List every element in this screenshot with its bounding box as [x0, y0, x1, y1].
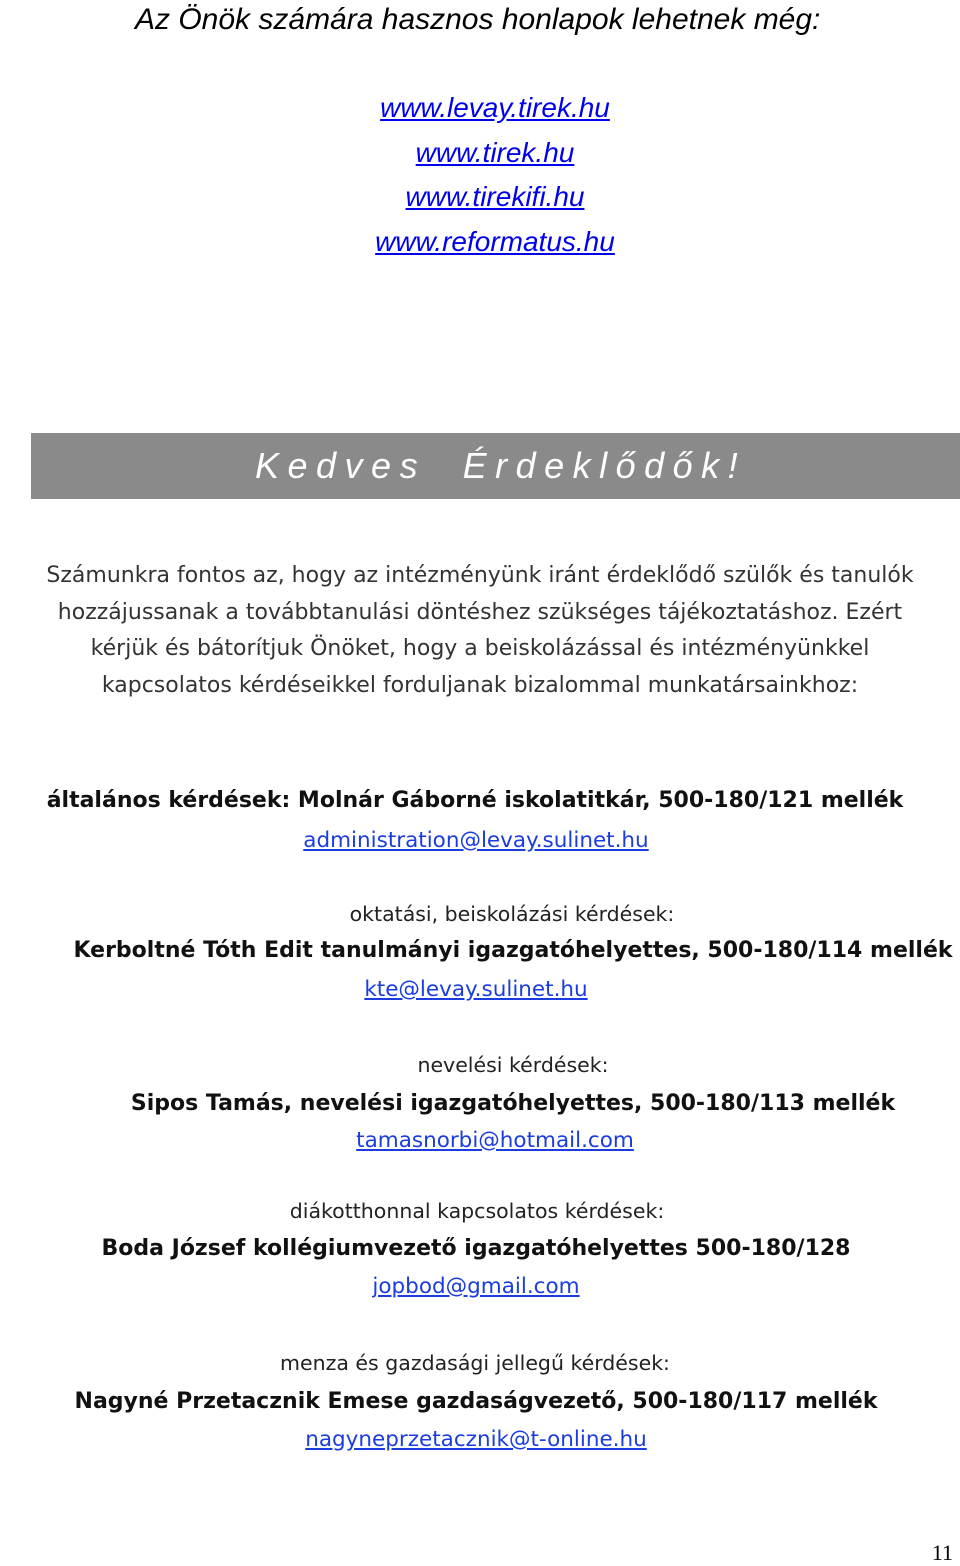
link-tirek[interactable]: www.tirek.hu	[415, 136, 575, 168]
contact-finance-person: Nagyné Przetacznik Emese gazdaságvezető, 500-180/117 mellék	[74, 1389, 878, 1414]
link-tirekifi[interactable]: www.tirekifi.hu	[405, 181, 585, 212]
contact-general-email-row	[0, 828, 956, 853]
banner-title: Kedves Érdeklődők!	[255, 445, 747, 486]
link-levay-tirek[interactable]: www.levay.tirek.hu	[380, 92, 610, 123]
contact-dormitory-email-row	[0, 1274, 956, 1299]
contact-upbringing-topic: nevelési kérdések:	[417, 1053, 609, 1077]
contact-dormitory-email[interactable]: jopbod@gmail.com	[372, 1274, 580, 1299]
intro-paragraph	[0, 558, 960, 705]
contact-education-email-row	[0, 977, 956, 1002]
contact-general-email[interactable]: administration@levay.sulinet.hu	[303, 828, 649, 853]
link-reformatus[interactable]: www.reformatus.hu	[375, 225, 615, 257]
contact-upbringing-email-row	[15, 1128, 960, 1153]
useful-links-list	[0, 86, 960, 264]
greeting-banner	[31, 433, 960, 499]
contact-finance-email-row	[0, 1427, 956, 1452]
contact-finance-topic: menza és gazdasági jellegű kérdések:	[280, 1351, 670, 1375]
contact-upbringing-email[interactable]: tamasnorbi@hotmail.com	[356, 1128, 634, 1153]
contact-dormitory-person: Boda József kollégiumvezető igazgatóhelyettes 500-180/128	[101, 1236, 851, 1261]
contact-upbringing-person: Sipos Tamás, nevelési igazgatóhelyettes, 500-180/113 mellék	[130, 1091, 896, 1116]
intro-line: kérjük és bátorítjuk Önöket, hogy a beiskolázással és intézményünkkel	[90, 636, 870, 662]
contact-education-email[interactable]: kte@levay.sulinet.hu	[364, 977, 588, 1002]
contact-education-person: Kerboltné Tóth Edit tanulmányi igazgatóhelyettes, 500-180/114 mellék	[73, 938, 953, 963]
page-number: 11	[931, 1540, 953, 1565]
intro-line: kapcsolatos kérdéseikkel forduljanak bizalommal munkatársainkhoz:	[101, 673, 859, 699]
contact-dormitory-topic: diákotthonnal kapcsolatos kérdések:	[289, 1199, 665, 1223]
contact-finance-email[interactable]: nagyneprzetacznik@t-online.hu	[305, 1427, 647, 1452]
contact-education-topic: oktatási, beiskolázási kérdések:	[349, 902, 675, 926]
intro-line: hozzájussanak a továbbtanulási döntéshez szükséges tájékoztatáshoz. Ezért	[57, 599, 903, 625]
contact-general-person: általános kérdések: Molnár Gáborné iskolatitkár, 500-180/121 mellék	[46, 788, 904, 813]
intro-line: Számunkra fontos az, hogy az intézményünk iránt érdeklődő szülők és tanulók	[46, 563, 914, 588]
page-heading: Az Önök számára hasznos honlapok lehetnek még:	[135, 3, 821, 36]
